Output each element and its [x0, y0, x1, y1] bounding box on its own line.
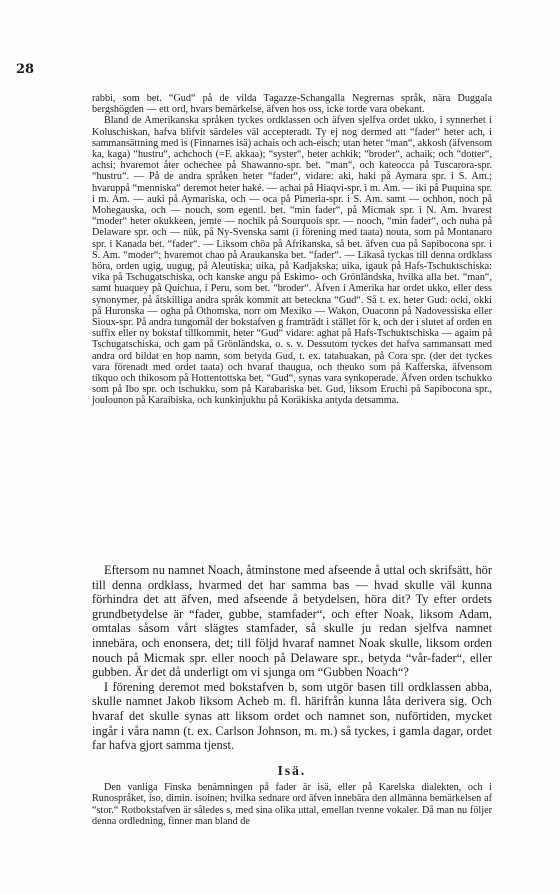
small-print-section: [92, 93, 492, 407]
main-text-section: [92, 563, 492, 753]
paragraph: I förening deremot med bokstafven b, som utgör basen till ordklassen abba, skulle namnet Jakob liksom Acheb m. fl. härifrån kunna låta derivera sig. Och hvaraf det skulle synas att liksom ordet och namnet son, nuförtiden, mycket ingår i våra namn (t. ex. Carlson Johnson, m. m.) så tyckes, i gamla dagar, ordet far hafva gjort samma tjenst.: [92, 679, 492, 753]
paragraph: Bland de Amerikanska språken tyckes ordklassen och äfven sjelfva ordet ukko, i synnerhet i Koluschiskan, hafva blifvit särdeles väl accepteradt. Ty ej nog dermed att “fader“ heter ach, i sammansättning med is (Finnarnes isä) achais och ach-eisch; utan heter “man“, akkosh (äfvensom ka, kaga) “hustru“, achchoch (=F. akkaa); “syster“, heter achkik; “broder“, achaik; och “dotter“, achsi; hvaremot åter ochechee på Shawanno-spr. bet. “man“, och kateocca på Tuscarora-spr. “hustru“. — På de andra språken heter “fader“, vidare: aki, haki på Aymara spr. i S. Am.; hvaruppå “menniska“ deremot heter haké. — achai på Hiaqvi-spr. i m. Am. — iki på Puquina spr. i m. Am. — auki på Aymariska, och — oca på Pimeria-spr. i S. Am. samt — ochhon, noch på Mohegauska, och — nouch, som egentl. bet. “min fader“, på Micmak spr. i N. Am. hvarest “moder“ heter okukkeen, jemte — nochik på Sourquois spr. — nooch, “min fader“, och nuha på Delaware spr. och — nük, på Ny-Svenska samt (i förening med taata) nouta, som på Montanaro spr. i Kanada bet. “fader“. — Liksom chöa på Afrikanska, så bet. äfven cua på Sapibocona spr. i S. Am. “moder“; hvaremot chao på Araukanska bet. “fader“. — Likaså tyckas till denna ordklass höra, orden ugig, uugug, på Aleutiska; uika, på Kadjakska; uika, igauk på Hafs-Tschuktschiska: vika på Tschugatschiska, och kanske angu på Eskimo- och Grönländska, hvilka alla bet. “man“, samt huaquey på Quichua, i Peru, som bet. “broder“. Äfven i Amerika har ordet ukko, eller dess synonymer, på åtskilliga andra språk kommit att beteckna “Gud“. Så t. ex. heter Gud: ocki, okki på Huronska — ogha på Othomska, norr om Mexiko — Wakon, Ouaconn på Nadovessiska eller Sioux-spr. På andra tungomål der bokstafven g framträdt i stället för k, och der i slutet af orden en suffix eller ny bokstaf tillkommit, heter “Gud“ vidare: aghat på Hafs-Tschuktschiska — agaim på Tschugatschiska, och gam på Grönländska, o. s. v. Dessutom tyckes det hafva sammansatt med andra ord bildat en hop namn, som betyda Gud, t. ex. tatahuakan, på Cora spr. (der det tyckes vara förenadt med ordet taata) och hvaraf thaugua, och theuko som på Kafferska, äfvensom tikquo och thikosom på Hottentottska bet. “Gud“, synas vara synkoperade. Äfven orden tschukko som på Ibo spr. och tschukku, som på Karabariska bet. Gud, liksom Eruchi på Sapibocona spr., joulounon på Karaibiska, och kunkinjukhu på Koräkiska antyda detsamma.: [92, 115, 492, 407]
paragraph: Eftersom nu namnet Noach, åtminstone med afseende å uttal och skrifsätt, hör till denna ordklass, hvarmed det har samma bas — hvad skulle väl kunna förhindra det att äfven, med afseende å betydelsen, höra dit? Ty efter ordets grundbetydelse är “fader, gubbe, stamfader“, och efter Noak, liksom Adam, omtalas såsom vårt slägtes stamfader, så skulle ju redan sjelfva namnet innebära, och enonsera, det; till följd hvaraf namnet Noak skulle, liksom orden nouch på Micmak spr. eller nooch på Delaware spr., betyda “vår-fader“, eller gubben. Är det då underligt om vi sjunga om “Gubben Noach“?: [92, 563, 492, 680]
section-heading: Isä.: [277, 763, 307, 778]
paragraph: Den vanliga Finska benämningen på fader är isä, eller på Karelska dialekten, och i Runospråket, iso, dimin. isoinen; hvilka sednare ord äfven innebära den allmänna bemärkelsen af “stor.“ Rotbokstafven är således s, med sina olika uttal, emellan tvenne vokaler. Då man nu följer denna ordledning, finner man bland de: [92, 782, 492, 828]
page-number: 28: [16, 62, 35, 77]
small-print-section-2: [92, 782, 492, 828]
paragraph: rabbi, som bet. “Gud“ på de vilda Tagazze-Schangalla Negrernas språk, nära Duggala bergshögden — ett ord, hvars bemärkelse, äfven hos oss, icke torde vara obekant.: [92, 93, 492, 116]
